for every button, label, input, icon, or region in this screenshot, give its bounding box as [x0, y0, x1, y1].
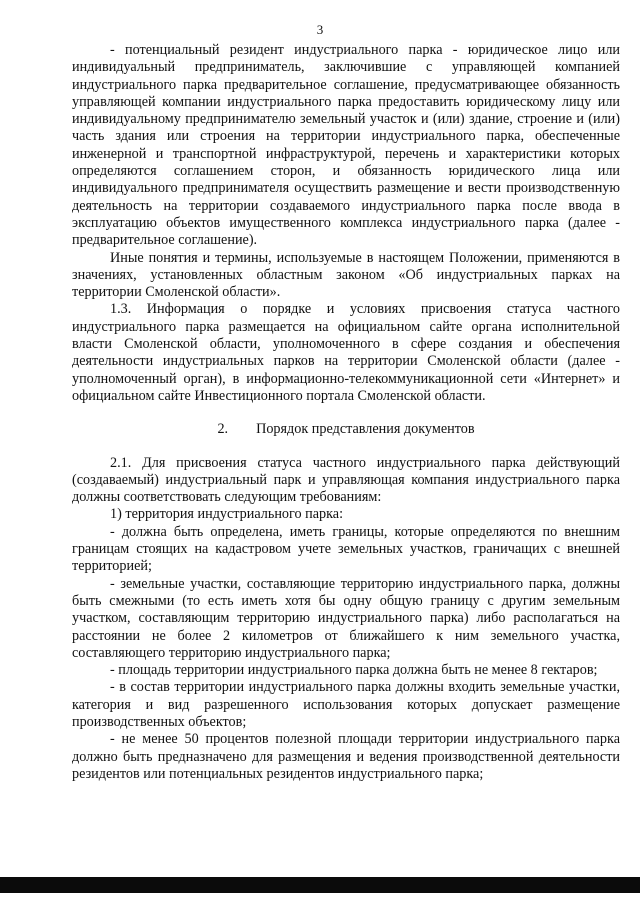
list-item-area: - площадь территории индустриального парка должна быть не менее 8 гектаров;	[110, 662, 598, 679]
section-title: Порядок представления документов	[256, 421, 475, 438]
document-body	[72, 42, 620, 783]
paragraph-terms: Иные понятия и термины, используемые в настоящем Положении, применяются в значениях, установленных областным законом «Об индустриальных парках на территории Смоленской области».	[72, 249, 620, 301]
page-number: 3	[316, 22, 324, 37]
list-item-useful-area: - не менее 50 процентов полезной площади территории индустриального парка должно быть предназначено для размещения и ведения производственной деятельности резидентов или потенциальных резидентов индустриального парка;	[72, 731, 620, 782]
section-heading	[72, 421, 620, 438]
scan-bottom-edge	[0, 877, 640, 893]
section-number: 2.	[217, 421, 229, 438]
paragraph-potential-resident: - потенциальный резидент индустриального парка - юридическое лицо или индивидуальный предприниматель, заключившие с управляющей компанией индустриального парка предварительное соглашение, предусматривающее обязанность управляющей компании индустриального парка предоставить юридическому лицу или индивидуальному предпринимателю земельный участок и (или) здание, строение и (или) часть здания или строения на территории индустриального парка, обеспеченные инженерной и транспортной инфраструктурой, перечень и характеристики которых определяются соглашением сторон, и обязанность юридического лица или индивидуального предпринимателя осуществить размещение и вести производственную деятельность на территории создаваемого индустриального парка после ввода в эксплуатацию объектов имущественного комплекса индустриального парка (далее - предварительное соглашение).	[72, 42, 620, 249]
list-item-territory: 1) территория индустриального парка:	[110, 506, 344, 523]
list-item-land-category: - в состав территории индустриального парка должны входить земельные участки, категория и вид разрешенного использования которых допускает размещение производственных объектов;	[72, 679, 620, 730]
list-item-boundaries: - должна быть определена, иметь границы, которые определяются по внешним границам стоящих на кадастровом учете земельных участков, граничащих с внешней территорией;	[72, 523, 620, 575]
paragraph-1-3: 1.3. Информация о порядке и условиях присвоения статуса частного индустриального парка размещается на официальном сайте органа исполнительной власти Смоленской области, уполномоченного в сфере создания и обеспечения деятельности индустриальных парков на территории Смоленской области (далее - уполномоченный орган), в информационно-телекоммуникационной сети «Интернет» и официальном сайте Инвестиционного портала Смоленской области.	[72, 301, 620, 404]
list-item-adjacent-plots: - земельные участки, составляющие территорию индустриального парка, должны быть смежными (то есть иметь хотя бы одну общую границу с другим земельным участком, составляющим территорию индустриального парка) либо располагаться на расстоянии не более 2 километров от ближайшего к ним земельного участка, составляющего территорию индустриального парка;	[72, 575, 620, 661]
paragraph-2-1: 2.1. Для присвоения статуса частного индустриального парка действующий (создаваемый) индустриальный парк и управляющая компания индустриального парка должны соответствовать следующим требованиям:	[72, 454, 620, 506]
